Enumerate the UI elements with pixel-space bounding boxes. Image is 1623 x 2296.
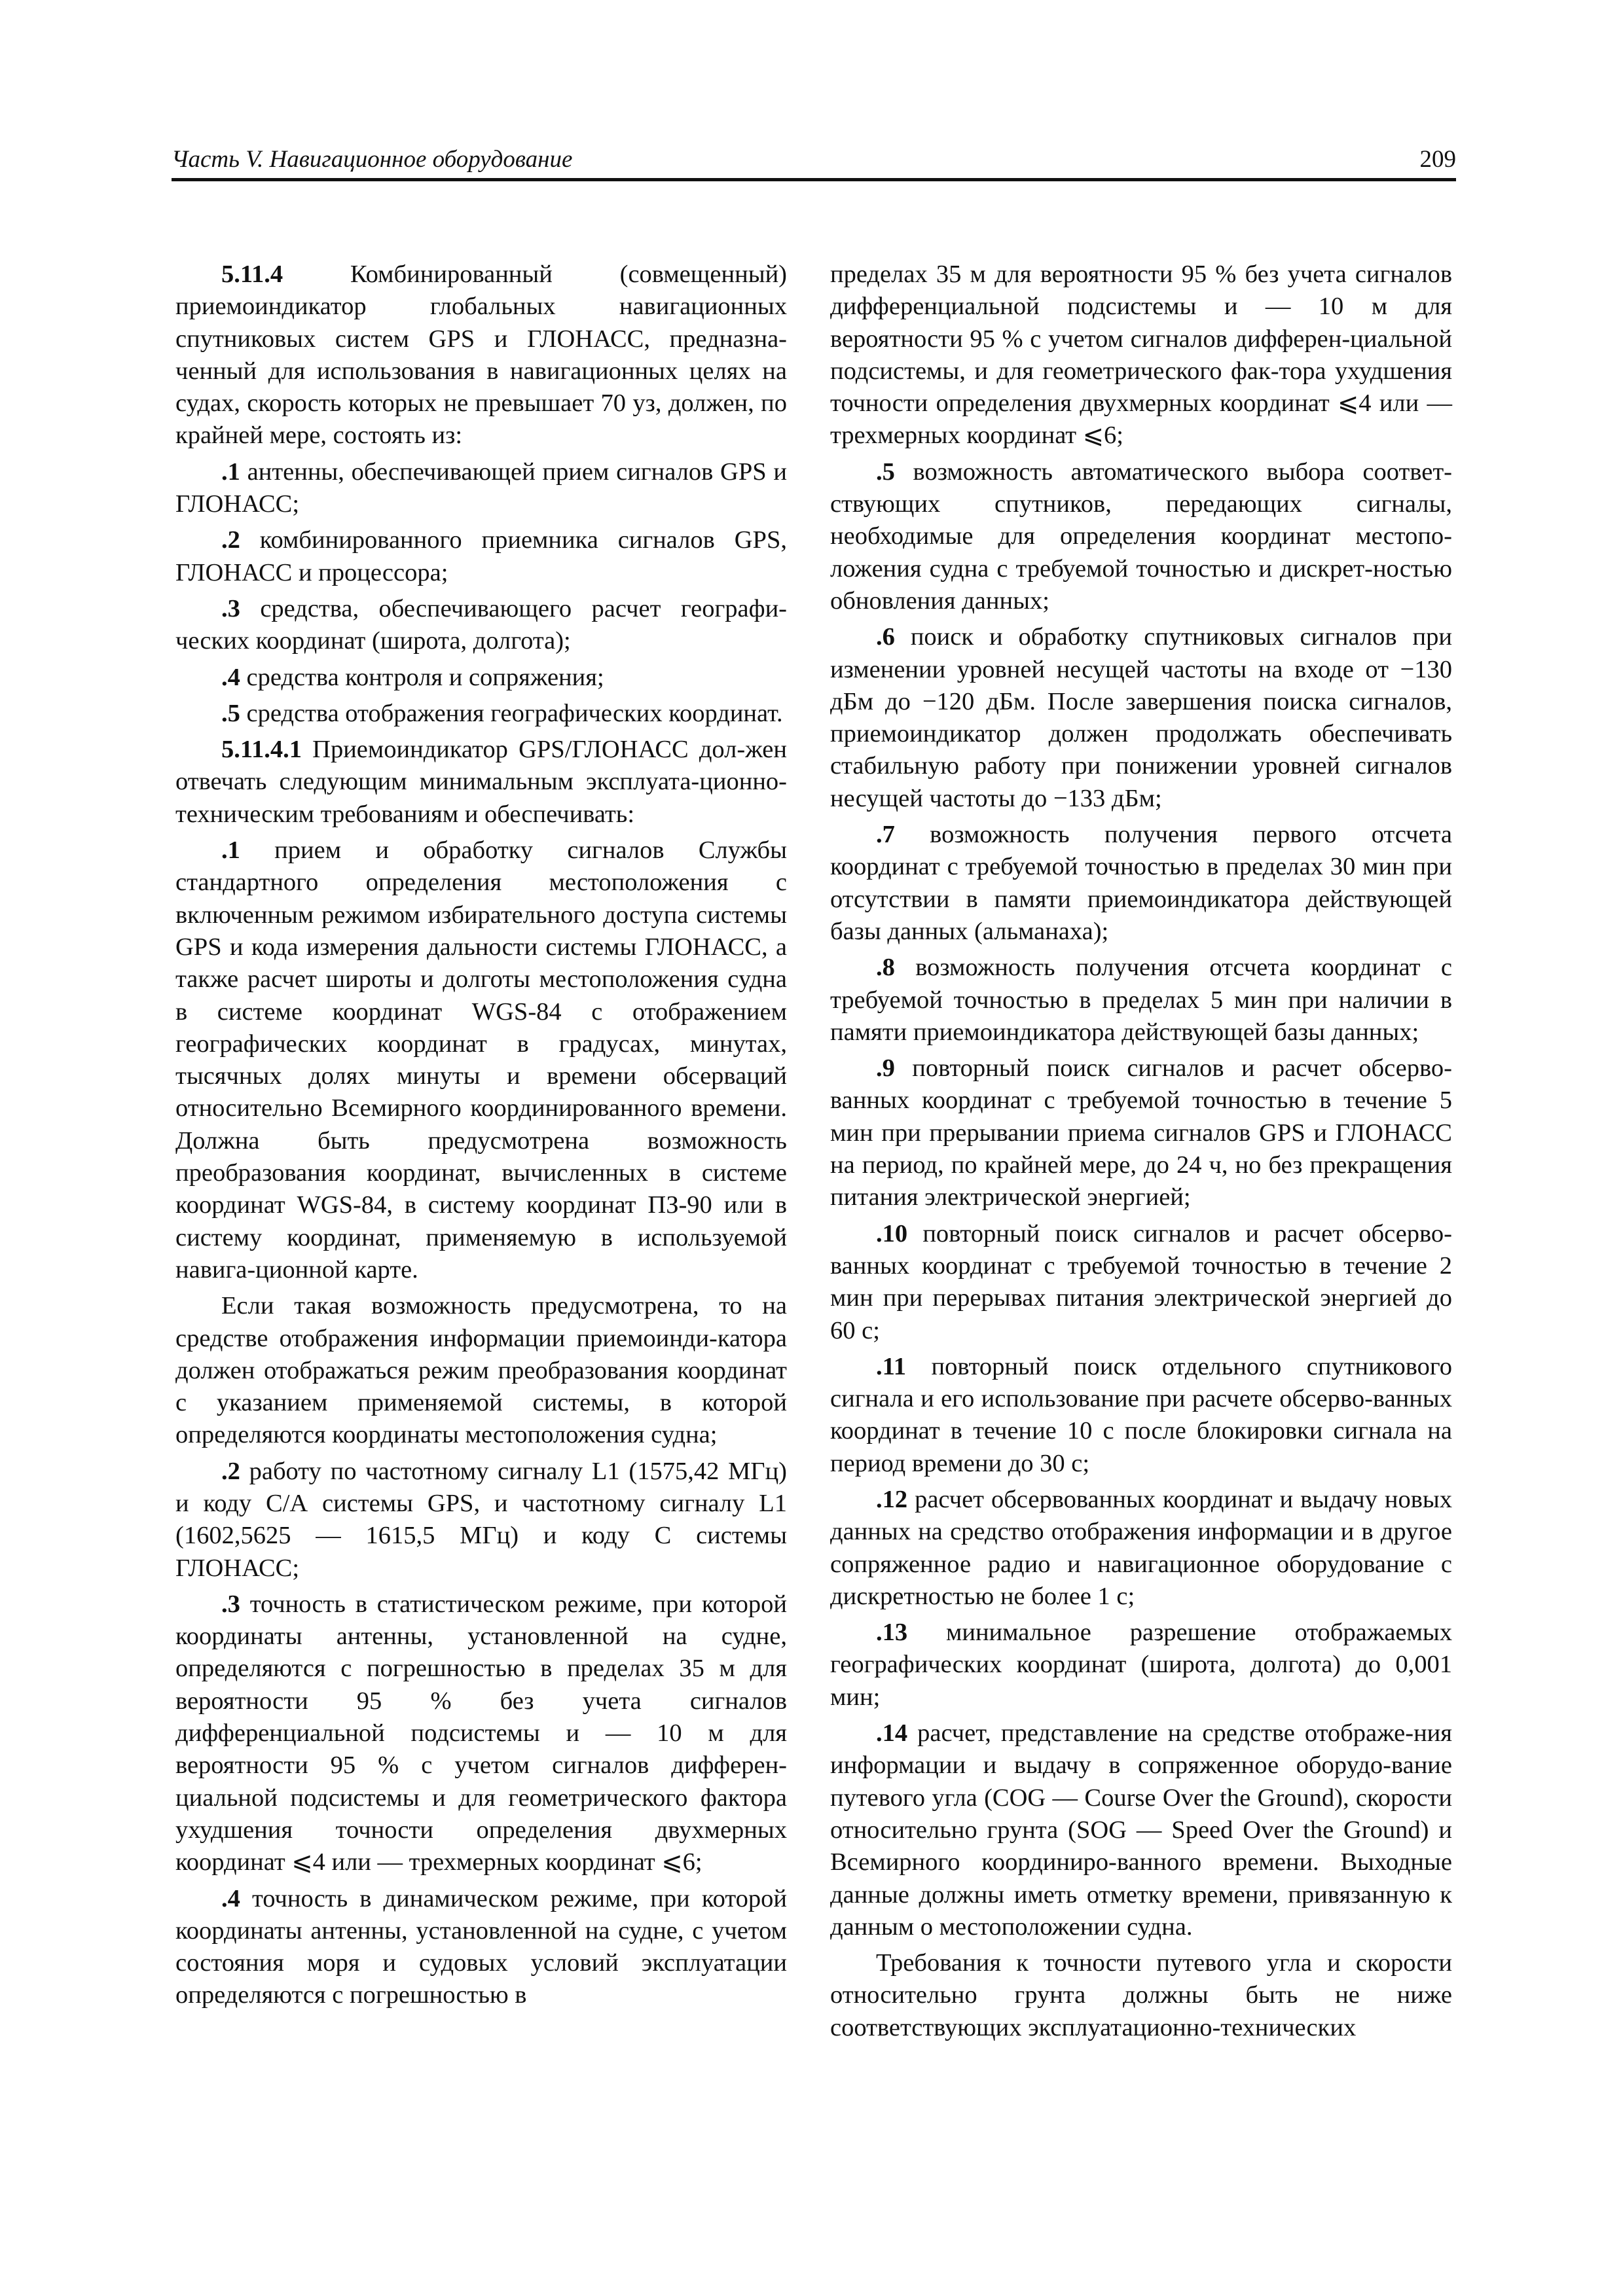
paragraph xyxy=(830,1218,1452,1347)
clause-number: .5 xyxy=(221,699,240,727)
clause-number: 5.11.4 xyxy=(221,260,283,288)
paragraph xyxy=(830,259,1452,452)
paragraph xyxy=(830,819,1452,948)
clause-text: повторный поиск сигналов и расчет обсерво-ванных координат с требуемой точностью в течение 5 мин при прерывании приема сигналов GPS и ГЛОНАСС на период, по крайней мере, до 24 ч, но без прекращения питания электрической энергией; xyxy=(830,1054,1452,1211)
clause-text: Приемоиндикатор GPS/ГЛОНАСС дол-жен отвечать следующим минимальным эксплуата-ционно-техническим требованиям и обеспечивать: xyxy=(175,736,787,828)
paragraph xyxy=(175,1456,787,1585)
paragraph xyxy=(175,698,787,730)
clause-text: точность в статистическом режиме, при которой координаты антенны, установленной на судне, определяются с погрешностью в пределах 35 м для вероятности 95 % без учета сигналов дифференциальной подсистемы и — 10 м для вероятности 95 % с учетом сигналов дифферен-циальной подсистемы и для геометрического фактора ухудшения точности определения двухмерных координат ⩽4 или — трехмерных координат ⩽6; xyxy=(175,1590,787,1876)
paragraph xyxy=(175,524,787,589)
paragraph xyxy=(175,1883,787,2012)
clause-number: .9 xyxy=(876,1054,895,1083)
clause-text: возможность получения первого отсчета координат с требуемой точностью в пределах 30 мин при отсутствии в памяти приемоиндикатора действующей базы данных (альманаха); xyxy=(830,821,1452,945)
clause-number: .1 xyxy=(221,836,240,865)
paragraph xyxy=(830,1617,1452,1713)
clause-number: .7 xyxy=(876,821,895,849)
clause-text: пределах 35 м для вероятности 95 % без учета сигналов дифференциальной подсистемы и — 10 м для вероятности 95 % с учетом сигналов дифферен-циальной подсистемы, и для геометрического фак-тора ухудшения точности определения двухмерных координат ⩽4 или — трехмерных координат ⩽6; xyxy=(830,260,1452,450)
clause-number: .5 xyxy=(876,457,895,486)
paragraph xyxy=(175,662,787,694)
clause-text: повторный поиск сигналов и расчет обсерво-ванных координат с требуемой точностью в течение 2 мин при перерывах питания электрической энергией до 60 с; xyxy=(830,1219,1452,1344)
clause-text: работу по частотному сигналу L1 (1575,42 МГц) и коду С/А системы GPS, и частотному сигналу L1 (1602,5625 — 1615,5 МГц) и коду С системы ГЛОНАСС; xyxy=(175,1457,787,1582)
clause-number: .10 xyxy=(876,1219,908,1247)
running-title: Часть V. Навигационное оборудование xyxy=(172,146,573,173)
paragraph xyxy=(175,734,787,831)
clause-text: возможность получения отсчета координат с требуемой точностью в пределах 5 мин при наличии в памяти приемоиндикатора действующей базы данных; xyxy=(830,954,1452,1046)
paragraph xyxy=(830,1052,1452,1213)
paragraph xyxy=(175,834,787,1286)
clause-text: прием и обработку сигналов Службы стандартного определения местоположения с включенным режимом избирательного доступа системы GPS и кода измерения дальности системы ГЛОНАСС, а также расчет широты и долготы местоположения судна в системе координат WGS-84 с отображением географических координат в градусах, минутах, тысячных долях минуты и времени обсерваций относительно Всемирного координированного времени. Должна быть предусмотрена возможность преобразования координат, вычисленных в системе координат WGS-84, в систему координат ПЗ-90 или в систему координат, применяемую в используемой навига-ционной карте. xyxy=(175,836,787,1283)
paragraph xyxy=(175,1588,787,1879)
clause-text: возможность автоматического выбора соответ-ствующих спутников, передающих сигналы, необходимые для определения координат местопо-ложения судна с требуемой точностью и дискрет-ностью обновления данных; xyxy=(830,457,1452,615)
clause-text: точность в динамическом режиме, при которой координаты антенны, установленной на судне, с учетом состояния моря и судовых условий эксплуатации определяются с погрешностью в xyxy=(175,1884,787,2009)
clause-text: средства контроля и сопряжения; xyxy=(240,663,604,691)
clause-text: средства, обеспечивающего расчет географи-ческих координат (широта, долгота); xyxy=(175,594,787,655)
paragraph xyxy=(830,456,1452,617)
clause-text: средства отображения географических координат. xyxy=(240,699,783,727)
clause-text: Комбинированный (совмещенный) приемоиндикатор глобальных навигационных спутниковых систем GPS и ГЛОНАСС, предназна-ченный для использования в навигационных целях на судах, скорость которых не превышает 70 уз, должен, по крайней мере, состоять из: xyxy=(175,260,787,450)
paragraph xyxy=(830,952,1452,1049)
page-header xyxy=(172,143,1456,181)
clause-text: Требования к точности путевого угла и скорости относительно грунта должны быть не ниже соответствующих эксплуатационно-технических xyxy=(830,1949,1452,2041)
clause-number: .12 xyxy=(876,1485,908,1513)
clause-number: .3 xyxy=(221,1590,240,1618)
clause-number: .4 xyxy=(221,663,240,691)
clause-number: .6 xyxy=(876,623,895,651)
page-number: 209 xyxy=(1419,146,1456,173)
clause-text: расчет, представление на средстве отображе-ния информации и выдачу в сопряженное оборудо-вание путевого угла (COG — Course Over the Ground), скорости относительно грунта (SOG — Speed Over the Ground) и Всемирного координиро-ванного времени. Выходные данные должны иметь отметку времени, привязанную к данным о местоположении судна. xyxy=(830,1719,1452,1941)
paragraph xyxy=(830,1351,1452,1480)
paragraph xyxy=(175,593,787,658)
paragraph xyxy=(830,1947,1452,2044)
clause-text: расчет обсервованных координат и выдачу новых данных на средство отображения информации и в другое сопряженное радио и навигационное оборудование с дискретностью не более 1 с; xyxy=(830,1485,1452,1610)
clause-text: повторный поиск отдельного спутникового сигнала и его использование при расчете обсерво-ванных координат в течение 10 с после блокировки сигнала на период времени до 30 с; xyxy=(830,1352,1452,1477)
paragraph xyxy=(830,1484,1452,1613)
clause-text: комбинированного приемника сигналов GPS, ГЛОНАСС и процессора; xyxy=(175,526,787,586)
paragraph xyxy=(830,621,1452,815)
clause-number: .14 xyxy=(876,1719,908,1748)
clause-number: .1 xyxy=(221,457,240,486)
clause-number: .3 xyxy=(221,594,240,622)
paragraph xyxy=(175,259,787,452)
paragraph xyxy=(830,1717,1452,1943)
right-column xyxy=(830,259,1452,2048)
clause-number: .11 xyxy=(876,1352,907,1380)
clause-text: поиск и обработку спутниковых сигналов при изменении уровней несущей частоты на входе от −130 дБм до −120 дБм. После завершения поиска сигналов, приемоиндикатор должен продолжать обеспечивать стабильную работу при понижении уровней сигналов несущей частоты до −133 дБм; xyxy=(830,623,1452,812)
clause-number: .2 xyxy=(221,526,240,554)
clause-number: .4 xyxy=(221,1884,240,1912)
clause-number: .13 xyxy=(876,1619,908,1647)
clause-number: .8 xyxy=(876,954,895,982)
clause-number: .2 xyxy=(221,1457,240,1485)
clause-number: 5.11.4.1 xyxy=(221,736,302,764)
clause-text: антенны, обеспечивающей прием сигналов GPS и ГЛОНАСС; xyxy=(175,457,787,518)
clause-text: Если такая возможность предусмотрена, то на средстве отображения информации приемоинди-катора должен отображаться режим преобразования координат с указанием применяемой системы, в которой определяются координаты местоположения судна; xyxy=(175,1292,787,1449)
paragraph xyxy=(175,1290,787,1451)
paragraph xyxy=(175,456,787,521)
left-column xyxy=(175,259,787,2016)
clause-text: минимальное разрешение отображаемых географических координат (широта, долгота) до 0,001 мин; xyxy=(830,1619,1452,1711)
